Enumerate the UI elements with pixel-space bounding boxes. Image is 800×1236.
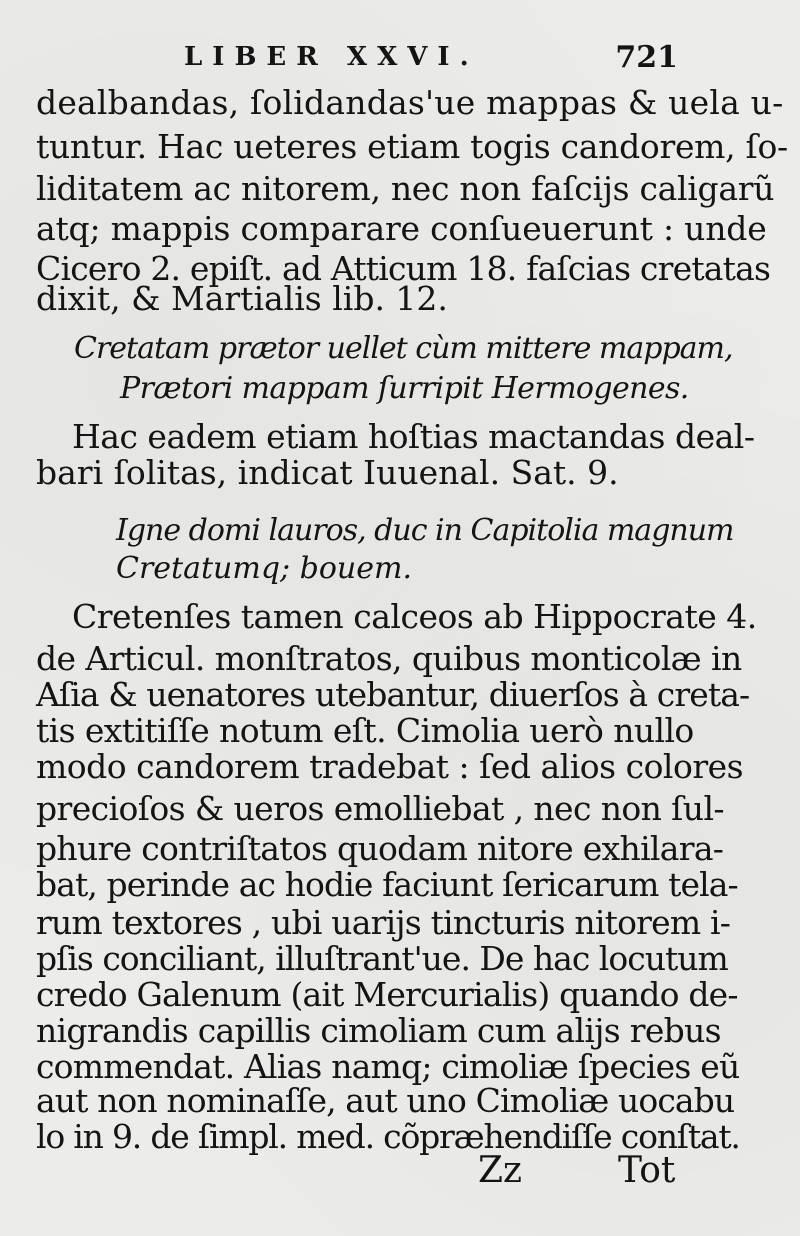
signature-mark: Zz [478, 1150, 522, 1191]
text-line: tis extitiſſe notum eſt. Cimolia uerò nullo [36, 711, 694, 750]
text-line: de Articul. monſtratos, quibus monticolæ in [36, 639, 742, 678]
verse-line: Prætori mappam ſurripit Hermogenes. [120, 371, 689, 406]
text-line: dixit, & Martialis lib. 12. [36, 279, 448, 318]
text-line: bat, perinde ac hodie faciunt ſericarum tela- [36, 865, 738, 904]
text-line: Aſia & uenatores utebantur, diuerſos à creta- [36, 675, 750, 714]
catchline [0, 1150, 800, 1190]
text-line: Hac eadem etiam hoſtias mactandas deal- [72, 417, 755, 456]
text-line: dealbandas, ſolidandas'ue mappas & uela u- [36, 83, 784, 122]
page-number: 721 [615, 40, 678, 75]
text-line: liditatem ac nitorem, nec non faſcijs caligarũ [36, 169, 775, 208]
page-header [0, 42, 800, 82]
text-line: rum textores , ubi uarijs tincturis nitorem i- [36, 903, 731, 942]
text-line: tuntur. Hac ueteres etiam togis candorem, ſo- [36, 127, 788, 166]
text-line: bari ſolitas, indicat Iuuenal. Sat. 9. [36, 453, 619, 492]
text-line: aut non nominaſſe, aut uno Cimoliæ uocabu [36, 1081, 735, 1120]
text-line: Cicero 2. epiſt. ad Atticum 18. faſcias cretatas [36, 249, 771, 288]
text-line: pſis conciliant, illuſtrant'ue. De hac locutum [36, 939, 728, 978]
text-line: modo candorem tradebat : ſed alios colores [36, 747, 744, 786]
text-line: atq; mappis comparare conſueuerunt : unde [36, 209, 767, 248]
text-line: credo Galenum (ait Mercurialis) quando de- [36, 975, 738, 1014]
text-line: Cretenſes tamen calceos ab Hippocrate 4. [72, 597, 757, 636]
text-line: nigrandis capillis cimoliam cum alijs rebus [36, 1011, 721, 1050]
text-line: precioſos & ueros emolliebat , nec non ſul- [36, 789, 724, 828]
running-head: LIBER XXVI. [184, 42, 479, 72]
text-line: commendat. Alias namq; cimoliæ ſpecies eũ [36, 1047, 740, 1086]
text-line: phure contriſtatos quodam nitore exhilara- [36, 829, 724, 868]
text-line: lo in 9. de ſimpl. med. cõpræhendiſſe conſtat. [36, 1117, 740, 1156]
verse-line: Cretatam prætor uellet cùm mittere mappam, [74, 331, 733, 366]
verse-line: Cretatumq; bouem. [116, 551, 412, 586]
verse-line: Igne domi lauros, duc in Capitolia magnum [116, 513, 734, 548]
catchword: Tot [618, 1150, 676, 1191]
